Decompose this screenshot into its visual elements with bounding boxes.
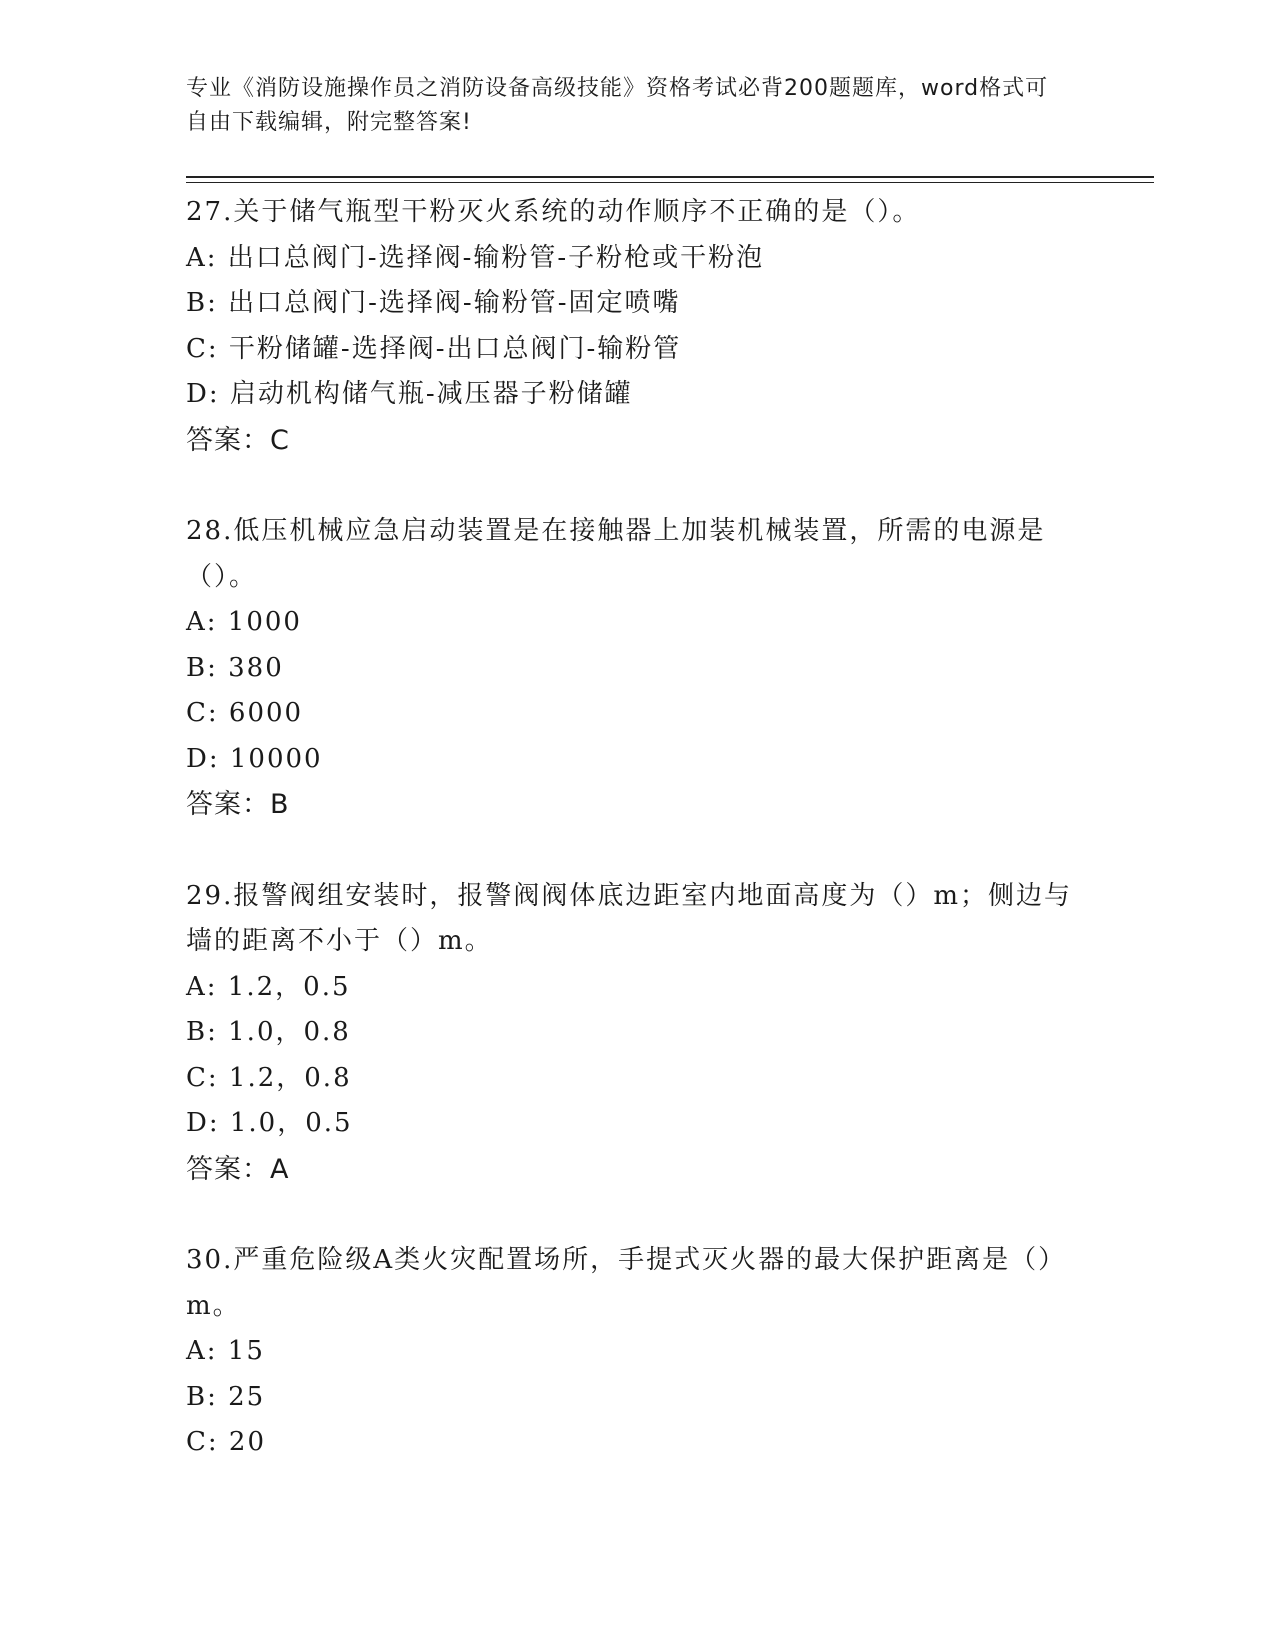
question-29 [186, 874, 1086, 1193]
question-27 [186, 190, 1086, 463]
option-a: A: 1000 [186, 607, 302, 637]
question-28 [186, 509, 1086, 828]
question-list [186, 190, 1086, 1512]
option-a: A: 出口总阀门-选择阀-输粉管-子粉枪或干粉泡 [186, 242, 765, 273]
option-a: A: 15 [186, 1336, 265, 1366]
answer-line: 答案：A [186, 1153, 290, 1185]
question-30 [186, 1238, 1086, 1466]
header-divider-thick [186, 176, 1154, 178]
document-header: 专业《消防设施操作员之消防设备高级技能》资格考试必背200题题库，word格式可自由下载编辑，附完整答案! [186, 76, 1049, 135]
option-c: C: 干粉储罐-选择阀-出口总阀门-输粉管 [186, 333, 682, 364]
option-a: A: 1.2，0.5 [186, 971, 351, 1002]
option-b: B: 380 [186, 652, 284, 683]
header-divider-thin [186, 182, 1154, 183]
option-d: D: 10000 [186, 743, 323, 774]
option-c: C: 6000 [186, 698, 304, 728]
option-b: B: 25 [186, 1381, 266, 1412]
option-d: D: 启动机构储气瓶-减压器子粉储罐 [186, 379, 633, 409]
question-text: 27.关于储气瓶型干粉灭火系统的动作顺序不正确的是（）。 [186, 197, 921, 227]
option-b: B: 1.0，0.8 [186, 1017, 351, 1047]
option-d: D: 1.0，0.5 [186, 1108, 353, 1138]
question-text: 28.低压机械应急启动装置是在接触器上加装机械装置，所需的电源是（）。 [186, 516, 1046, 592]
answer-line: 答案：B [186, 789, 290, 820]
option-c: C: 1.2，0.8 [186, 1062, 352, 1093]
question-text: 30.严重危险级A类火灾配置场所，手提式灭火器的最大保护距离是（）m。 [186, 1245, 1067, 1321]
answer-line: 答案：C [186, 424, 290, 456]
question-text: 29.报警阀组安装时，报警阀阀体底边距室内地面高度为（）m；侧边与墙的距离不小于（）m。 [186, 880, 1073, 956]
option-b: B: 出口总阀门-选择阀-输粉管-固定喷嘴 [186, 288, 681, 318]
option-c: C: 20 [186, 1427, 267, 1457]
